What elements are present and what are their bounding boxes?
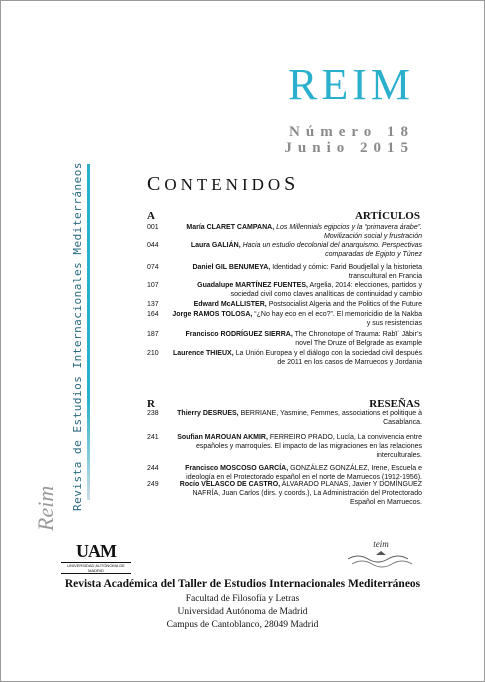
teim-waves-icon	[346, 549, 416, 571]
toc-page: 164	[147, 311, 159, 318]
spine-title: Revista de Estudios Internacionales Mediterráneos	[71, 161, 84, 511]
toc-entry	[147, 223, 422, 241]
toc-text	[169, 223, 422, 241]
toc-rest: Postsocialist Algeria and the Politics of the Future	[268, 301, 422, 308]
toc-text	[169, 330, 422, 348]
toc-entry	[147, 263, 422, 281]
toc-author: Edward McALLISTER,	[193, 301, 267, 308]
contents-heading: CONTENIDOS	[147, 173, 300, 195]
toc-author: Laurence THIEUX,	[172, 350, 234, 357]
toc-page: 244	[147, 465, 159, 472]
toc-rest: ALVARADO PLANAS, Javier Y DOMÍNGUEZ NAFRÍA, Juan Carlos (dirs. y coords.), La Administración del Protectorado Español en Marruecos.	[192, 481, 422, 506]
toc-author: Laura GALIÁN,	[190, 242, 241, 249]
teim-word: teim	[373, 539, 389, 549]
toc-entry	[147, 300, 422, 309]
toc-text	[169, 281, 422, 299]
toc-entry	[147, 349, 422, 367]
footer-journal-name: Revista Académica del Taller de Estudios Internacionales Mediterráneos	[64, 578, 421, 590]
spine-bar	[87, 164, 90, 500]
toc-author: María CLARET CAMPANA,	[186, 224, 275, 231]
reviews-letter: R	[147, 398, 155, 410]
toc-page: 187	[147, 331, 159, 338]
toc-rest: FERREIRO PRADO, Lucía, La convivencia entre españoles y marroquíes. El impacto de las migraciones en las relaciones interculturales.	[195, 434, 422, 459]
toc-rest: “¿No hay eco en el eco?”. El memoricidio de la Nakba y sus resistencias	[254, 311, 422, 327]
toc-entry	[147, 409, 422, 427]
toc-page: 044	[147, 242, 159, 249]
toc-entry	[147, 330, 422, 348]
toc-text	[169, 480, 422, 507]
toc-author: Guadalupe MARTÍNEZ FUENTES,	[197, 282, 308, 289]
toc-entry	[147, 241, 422, 259]
toc-text	[169, 349, 422, 367]
footer-address: Campus de Cantoblanco, 28049 Madrid	[166, 620, 319, 630]
toc-page: 001	[147, 224, 159, 231]
toc-page: 238	[147, 410, 159, 417]
toc-author: Jorge RAMOS TOLOSA,	[172, 311, 253, 318]
articles-title: ARTÍCULOS	[354, 210, 420, 222]
toc-author: Daniel GIL BENUMEYA,	[192, 264, 271, 271]
toc-title: Los Millennials egipcios y la “primavera árabe”. Movilización social y frustración	[276, 224, 422, 240]
articles-letter: A	[147, 210, 155, 222]
toc-page: 074	[147, 264, 159, 271]
footer-university: Universidad Autónoma de Madrid	[177, 607, 308, 617]
toc-author: Francisco MOSCOSO GARCÍA,	[185, 465, 289, 472]
toc-entry	[147, 433, 422, 460]
toc-text	[169, 310, 422, 328]
toc-author: Francisco RODRÍGUEZ SIERRA,	[185, 331, 293, 338]
toc-text	[169, 433, 422, 460]
toc-rest: BERRIANE, Yasmine, Femmes, associations et politique à Casablanca.	[240, 410, 422, 426]
toc-text	[169, 241, 422, 259]
toc-author: Thierry DESRUES,	[177, 410, 239, 417]
toc-entry	[147, 480, 422, 507]
toc-text	[169, 300, 422, 309]
uam-name: UNIVERSIDAD AUTÓNOMA DE MADRID	[61, 562, 131, 574]
toc-rest: GONZÁLEZ GONZÁLEZ, Irene, Escuela e ideología en el Protectorado español en el norte de Marruecos (1912-1956).	[186, 465, 422, 481]
issue-date: Junio 2015	[284, 140, 414, 156]
toc-page: 107	[147, 282, 159, 289]
toc-page: 241	[147, 434, 159, 441]
toc-author: Rocío VELASCO DE CASTRO,	[179, 481, 281, 488]
toc-page: 137	[147, 301, 159, 308]
toc-text	[169, 409, 422, 427]
toc-rest: La Unión Europea y el diálogo con la sociedad civil después de 2011 en los casos de Marruecos y Jordania	[235, 350, 422, 366]
uam-mark: UAM	[76, 541, 116, 561]
toc-author: Soufian MAROUAN AKMIR,	[177, 434, 268, 441]
toc-title: Hacia un estudio decolonial del anarquismo. Perspectivas comparadas de Egipto y Túnez	[242, 242, 422, 258]
spine-logo: Reim	[33, 485, 58, 531]
toc-entry	[147, 281, 422, 299]
toc-rest: Identidad y cómic: Farid Boudjellal y la historieta transcultural en Francia	[272, 264, 422, 280]
teim-logo	[346, 539, 416, 576]
uam-logo	[61, 541, 131, 574]
reviews-title: RESEÑAS	[369, 398, 420, 410]
toc-entry	[147, 310, 422, 328]
journal-logo: REIM	[288, 60, 414, 109]
toc-page: 249	[147, 481, 159, 488]
issue-number: Número 18	[289, 124, 414, 140]
toc-rest: The Chronotope of Trauma: Rabīʿ Jābir’s novel The Druze of Belgrade as example	[294, 331, 422, 347]
footer-faculty: Facultad de Filosofía y Letras	[185, 594, 300, 604]
toc-text	[169, 263, 422, 281]
toc-rest: Argelia, 2014: elecciones, partidos y sociedad civil como claves analíticas de continuidad y cambio	[230, 282, 422, 298]
toc-page: 210	[147, 350, 159, 357]
